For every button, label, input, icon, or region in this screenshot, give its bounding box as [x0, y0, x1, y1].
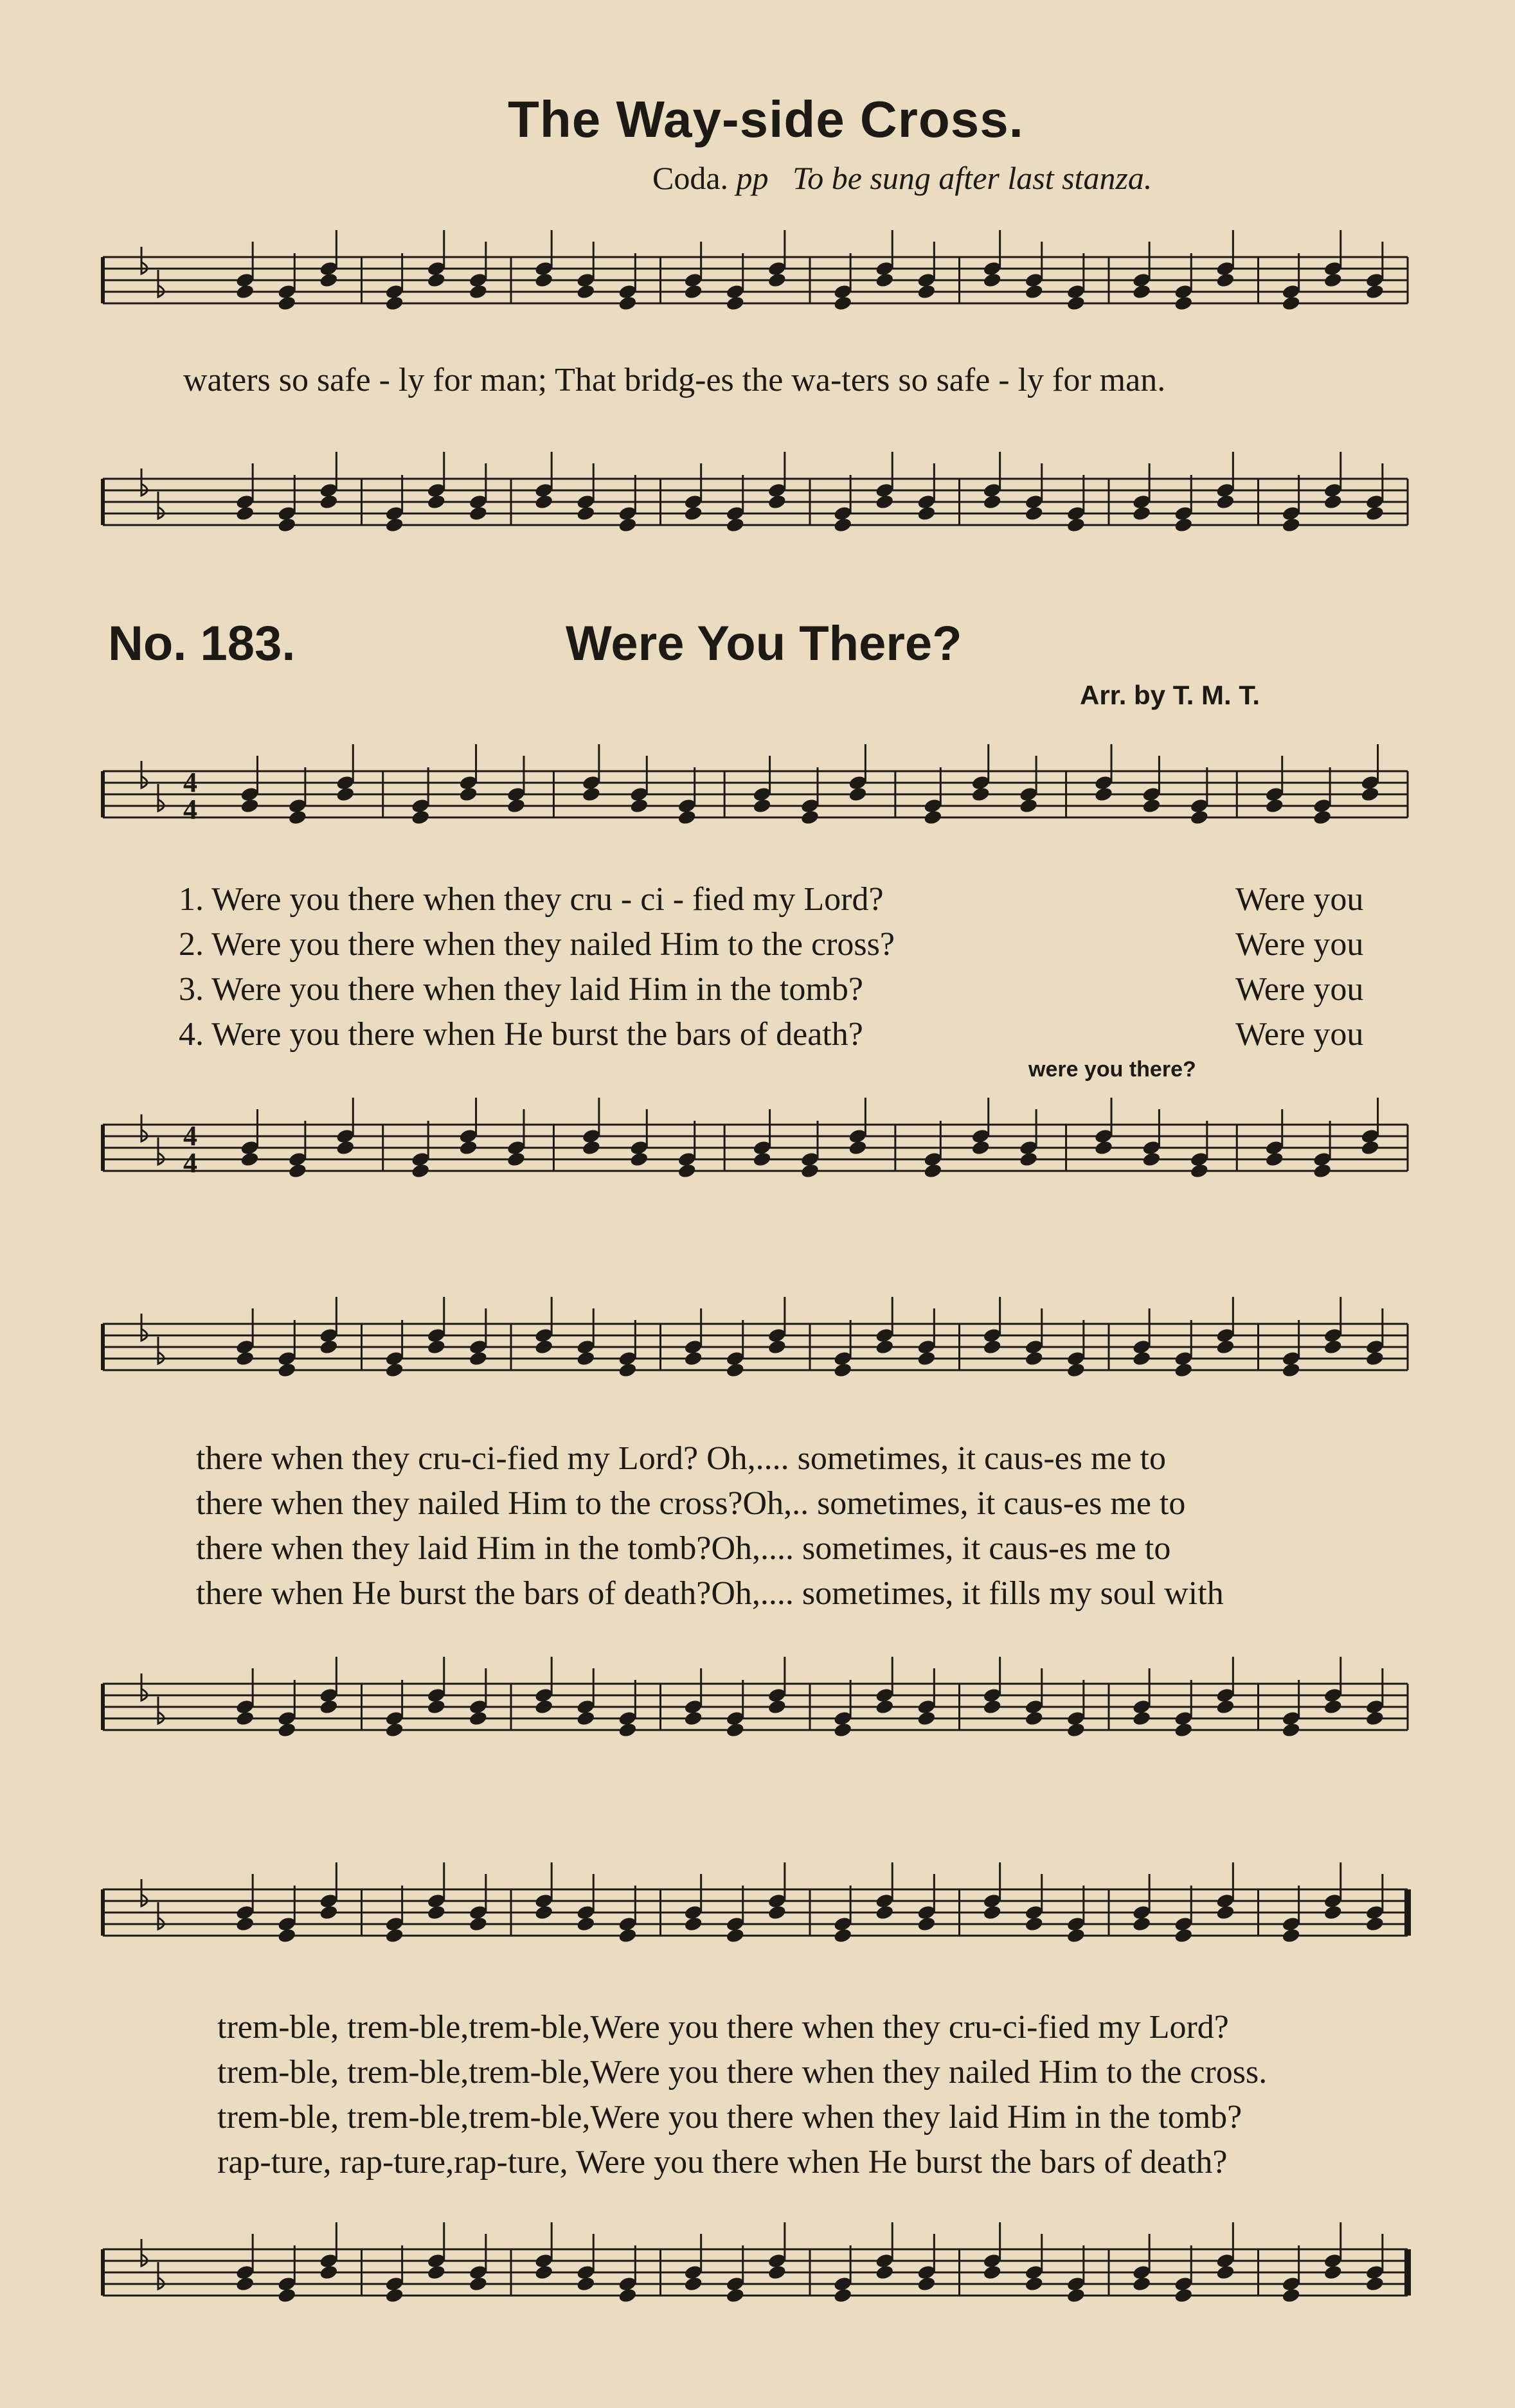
notehead-icon — [235, 505, 255, 522]
notehead-icon — [1281, 1362, 1301, 1378]
notehead-icon — [1066, 2287, 1086, 2304]
notehead-icon — [384, 1722, 404, 1738]
notehead-icon — [683, 283, 703, 300]
verse3-end: Were you — [1235, 971, 1364, 1008]
notehead-icon — [1323, 272, 1343, 289]
coda-treble-staff — [96, 219, 1421, 347]
notehead-icon — [725, 2287, 745, 2304]
notehead-icon — [618, 2287, 638, 2304]
notehead-icon — [800, 1163, 820, 1179]
notehead-icon — [1066, 1722, 1086, 1738]
notehead-icon — [319, 1904, 339, 1921]
notehead-icon — [336, 786, 355, 803]
hymn-number: No. 183. — [108, 616, 296, 671]
notehead-icon — [277, 2287, 297, 2304]
notehead-icon — [426, 1699, 446, 1715]
notehead-icon — [506, 798, 526, 814]
notehead-icon — [767, 1904, 787, 1921]
notehead-icon — [725, 517, 745, 533]
notehead-icon — [534, 1699, 554, 1715]
notehead-icon — [683, 1916, 703, 1932]
notehead-icon — [1281, 295, 1301, 312]
notehead-icon — [725, 1362, 745, 1378]
notehead-icon — [235, 1710, 255, 1727]
notehead-icon — [683, 1350, 703, 1367]
notehead-icon — [1132, 2276, 1152, 2292]
notehead-icon — [629, 798, 649, 814]
notehead-icon — [1323, 1904, 1343, 1921]
notehead-icon — [1281, 2287, 1301, 2304]
verse3-line: 3. Were you there when they laid Him in the tomb? — [179, 971, 863, 1008]
flat-icon — [158, 270, 164, 297]
time-signature-bottom-icon: 4 — [183, 1147, 197, 1179]
notehead-icon — [1174, 1362, 1194, 1378]
notehead-icon — [235, 1916, 255, 1932]
notehead-icon — [875, 272, 895, 289]
notehead-icon — [767, 494, 787, 510]
notehead-icon — [677, 809, 697, 826]
notehead-icon — [319, 272, 339, 289]
notehead-icon — [677, 1163, 697, 1179]
notehead-icon — [384, 517, 404, 533]
notehead-icon — [1094, 786, 1114, 803]
notehead-icon — [1094, 1139, 1114, 1156]
notehead-icon — [576, 1350, 596, 1367]
notehead-icon — [534, 2264, 554, 2281]
notehead-icon — [1323, 1699, 1343, 1715]
notehead-icon — [767, 272, 787, 289]
time-signature-top-icon: 4 — [183, 1120, 197, 1152]
notehead-icon — [767, 1699, 787, 1715]
notehead-icon — [1365, 505, 1385, 522]
coda-label: Coda. — [652, 160, 729, 196]
notehead-icon — [618, 295, 638, 312]
notehead-icon — [1024, 505, 1044, 522]
system2-bass-staff — [96, 1645, 1421, 1774]
notehead-icon — [469, 1710, 489, 1727]
notehead-icon — [875, 2264, 895, 2281]
system1-treble-staff — [96, 733, 1421, 861]
notehead-icon — [235, 1350, 255, 1367]
verse4-end: Were you — [1235, 1016, 1364, 1053]
notehead-icon — [683, 2276, 703, 2292]
notehead-icon — [848, 786, 868, 803]
system3-bass-staff — [96, 2211, 1421, 2339]
notehead-icon — [833, 1722, 853, 1738]
notehead-icon — [1132, 283, 1152, 300]
notehead-icon — [319, 494, 339, 510]
notehead-icon — [1215, 1904, 1235, 1921]
notehead-icon — [235, 2276, 255, 2292]
notehead-icon — [833, 1362, 853, 1378]
coda-title: The Way-side Cross. — [508, 91, 1024, 148]
notehead-icon — [683, 505, 703, 522]
system2-verse2: there when they nailed Him to the cross?Oh,.. sometimes, it caus-es me to — [196, 1485, 1186, 1522]
notehead-icon — [582, 786, 602, 803]
notehead-icon — [833, 295, 853, 312]
notehead-icon — [1215, 272, 1235, 289]
notehead-icon — [469, 1350, 489, 1367]
notehead-icon — [319, 1699, 339, 1715]
notehead-icon — [1132, 505, 1152, 522]
notehead-icon — [1313, 809, 1332, 826]
system3-verse3: trem-ble, trem-ble,trem-ble,Were you there when they laid Him in the tomb? — [217, 2099, 1242, 2136]
notehead-icon — [971, 1139, 991, 1156]
notehead-icon — [725, 1927, 745, 1944]
notehead-icon — [875, 1339, 895, 1355]
system3-verse2: trem-ble, trem-ble,trem-ble,Were you there when they nailed Him to the cross. — [217, 2054, 1268, 2091]
notehead-icon — [1132, 1350, 1152, 1367]
notehead-icon — [982, 2264, 1002, 2281]
notehead-icon — [1365, 1350, 1385, 1367]
notehead-icon — [1174, 2287, 1194, 2304]
notehead-icon — [848, 1139, 868, 1156]
notehead-icon — [469, 283, 489, 300]
verse2-end: Were you — [1235, 926, 1364, 963]
notehead-icon — [1019, 798, 1039, 814]
notehead-icon — [319, 2264, 339, 2281]
notehead-icon — [1313, 1163, 1332, 1179]
notehead-icon — [384, 295, 404, 312]
notehead-icon — [534, 272, 554, 289]
notehead-icon — [982, 272, 1002, 289]
notehead-icon — [384, 1927, 404, 1944]
notehead-icon — [1281, 517, 1301, 533]
notehead-icon — [917, 1350, 937, 1367]
notehead-icon — [767, 1339, 787, 1355]
notehead-icon — [411, 1163, 431, 1179]
notehead-icon — [288, 809, 308, 826]
notehead-icon — [683, 1710, 703, 1727]
flat-icon — [141, 1673, 147, 1700]
time-signature-bottom-icon: 4 — [183, 794, 197, 825]
notehead-icon — [240, 798, 260, 814]
coda-lyric: waters so safe - ly for man; That bridg-es the wa-ters so safe - ly for man. — [183, 362, 1166, 398]
notehead-icon — [426, 272, 446, 289]
notehead-icon — [982, 1699, 1002, 1715]
notehead-icon — [469, 505, 489, 522]
notehead-icon — [833, 2287, 853, 2304]
notehead-icon — [277, 1927, 297, 1944]
flat-icon — [158, 1137, 164, 1164]
notehead-icon — [288, 1163, 308, 1179]
hymn-title: Were You There? — [566, 616, 962, 671]
system2-treble-staff — [96, 1285, 1421, 1414]
coda-bass-staff — [96, 440, 1421, 569]
flat-icon — [141, 761, 147, 788]
notehead-icon — [277, 1362, 297, 1378]
notehead-icon — [469, 2276, 489, 2292]
notehead-icon — [1132, 1916, 1152, 1932]
notehead-icon — [411, 809, 431, 826]
flat-icon — [141, 1114, 147, 1141]
flat-icon — [141, 247, 147, 274]
flat-icon — [141, 468, 147, 495]
notehead-icon — [875, 1904, 895, 1921]
coda-instruction-text: To be sung after last stanza. — [793, 160, 1152, 196]
system2-verse1: there when they cru-ci-fied my Lord? Oh,.... sometimes, it caus-es me to — [196, 1440, 1166, 1477]
notehead-icon — [618, 1362, 638, 1378]
notehead-icon — [923, 1163, 943, 1179]
time-signature-top-icon: 4 — [183, 767, 197, 798]
notehead-icon — [1264, 1151, 1284, 1168]
notehead-icon — [319, 1339, 339, 1355]
notehead-icon — [240, 1151, 260, 1168]
notehead-icon — [458, 786, 478, 803]
notehead-icon — [534, 494, 554, 510]
notehead-icon — [534, 1904, 554, 1921]
coda-instruction — [652, 159, 1152, 197]
notehead-icon — [1174, 295, 1194, 312]
system3-verse4: rap-ture, rap-ture,rap-ture, Were you there when He burst the bars of death? — [217, 2144, 1228, 2181]
flat-icon — [141, 1314, 147, 1341]
notehead-icon — [1024, 283, 1044, 300]
notehead-icon — [576, 2276, 596, 2292]
notehead-icon — [506, 1151, 526, 1168]
verse1-end: Were you — [1235, 881, 1364, 918]
notehead-icon — [1190, 809, 1210, 826]
notehead-icon — [1360, 786, 1380, 803]
notehead-icon — [1365, 283, 1385, 300]
notehead-icon — [752, 1151, 772, 1168]
notehead-icon — [576, 1916, 596, 1932]
notehead-icon — [384, 2287, 404, 2304]
echo-lyric: were you there? — [1028, 1057, 1196, 1082]
notehead-icon — [1024, 1916, 1044, 1932]
system1-bass-staff — [96, 1086, 1421, 1215]
notehead-icon — [1019, 1151, 1039, 1168]
notehead-icon — [917, 1916, 937, 1932]
notehead-icon — [277, 1722, 297, 1738]
notehead-icon — [917, 1710, 937, 1727]
notehead-icon — [1323, 2264, 1343, 2281]
notehead-icon — [725, 295, 745, 312]
flat-icon — [141, 2239, 147, 2266]
notehead-icon — [1365, 2276, 1385, 2292]
notehead-icon — [1264, 798, 1284, 814]
system3-verse1: trem-ble, trem-ble,trem-ble,Were you there when they cru-ci-fied my Lord? — [217, 2009, 1229, 2046]
notehead-icon — [1215, 494, 1235, 510]
notehead-icon — [1215, 1699, 1235, 1715]
flat-icon — [158, 1337, 164, 1364]
notehead-icon — [426, 494, 446, 510]
coda-dynamic: pp — [736, 160, 769, 196]
notehead-icon — [576, 283, 596, 300]
notehead-icon — [923, 809, 943, 826]
notehead-icon — [1190, 1163, 1210, 1179]
notehead-icon — [1066, 1362, 1086, 1378]
notehead-icon — [1142, 798, 1161, 814]
notehead-icon — [917, 2276, 937, 2292]
flat-icon — [158, 492, 164, 519]
flat-icon — [141, 1879, 147, 1906]
flat-icon — [158, 784, 164, 811]
notehead-icon — [917, 505, 937, 522]
notehead-icon — [426, 1339, 446, 1355]
notehead-icon — [469, 1916, 489, 1932]
notehead-icon — [1024, 2276, 1044, 2292]
verse2-line: 2. Were you there when they nailed Him to the cross? — [179, 926, 895, 963]
notehead-icon — [752, 798, 772, 814]
notehead-icon — [917, 283, 937, 300]
notehead-icon — [576, 505, 596, 522]
notehead-icon — [277, 517, 297, 533]
notehead-icon — [1066, 1927, 1086, 1944]
system3-treble-staff — [96, 1851, 1421, 1979]
notehead-icon — [1281, 1722, 1301, 1738]
notehead-icon — [833, 1927, 853, 1944]
notehead-icon — [1024, 1350, 1044, 1367]
notehead-icon — [277, 295, 297, 312]
hymn-arranger: Arr. by T. M. T. — [1080, 680, 1260, 710]
notehead-icon — [982, 1339, 1002, 1355]
system2-verse3: there when they laid Him in the tomb?Oh,.... sometimes, it caus-es me to — [196, 1530, 1171, 1567]
notehead-icon — [767, 2264, 787, 2281]
notehead-icon — [618, 1722, 638, 1738]
flat-icon — [158, 2262, 164, 2289]
notehead-icon — [971, 786, 991, 803]
notehead-icon — [426, 2264, 446, 2281]
notehead-icon — [1174, 1722, 1194, 1738]
notehead-icon — [1365, 1710, 1385, 1727]
notehead-icon — [458, 1139, 478, 1156]
notehead-icon — [1174, 517, 1194, 533]
notehead-icon — [1132, 1710, 1152, 1727]
notehead-icon — [725, 1722, 745, 1738]
notehead-icon — [1066, 517, 1086, 533]
flat-icon — [158, 1697, 164, 1724]
notehead-icon — [576, 1710, 596, 1727]
notehead-icon — [534, 1339, 554, 1355]
notehead-icon — [384, 1362, 404, 1378]
notehead-icon — [618, 1927, 638, 1944]
notehead-icon — [1323, 494, 1343, 510]
notehead-icon — [1066, 295, 1086, 312]
notehead-icon — [1365, 1916, 1385, 1932]
notehead-icon — [235, 283, 255, 300]
notehead-icon — [1215, 2264, 1235, 2281]
notehead-icon — [629, 1151, 649, 1168]
notehead-icon — [982, 494, 1002, 510]
verse4-line: 4. Were you there when He burst the bars of death? — [179, 1016, 863, 1053]
verse1-line: 1. Were you there when they cru - ci - fied my Lord? — [179, 881, 884, 918]
notehead-icon — [336, 1139, 355, 1156]
flat-icon — [158, 1902, 164, 1929]
notehead-icon — [800, 809, 820, 826]
notehead-icon — [1323, 1339, 1343, 1355]
notehead-icon — [875, 494, 895, 510]
notehead-icon — [582, 1139, 602, 1156]
notehead-icon — [426, 1904, 446, 1921]
notehead-icon — [1360, 1139, 1380, 1156]
system2-verse4: there when He burst the bars of death?Oh,.... sometimes, it fills my soul with — [196, 1575, 1224, 1612]
notehead-icon — [1142, 1151, 1161, 1168]
notehead-icon — [1281, 1927, 1301, 1944]
notehead-icon — [618, 517, 638, 533]
notehead-icon — [1215, 1339, 1235, 1355]
notehead-icon — [1024, 1710, 1044, 1727]
notehead-icon — [982, 1904, 1002, 1921]
notehead-icon — [833, 517, 853, 533]
notehead-icon — [1174, 1927, 1194, 1944]
notehead-icon — [875, 1699, 895, 1715]
